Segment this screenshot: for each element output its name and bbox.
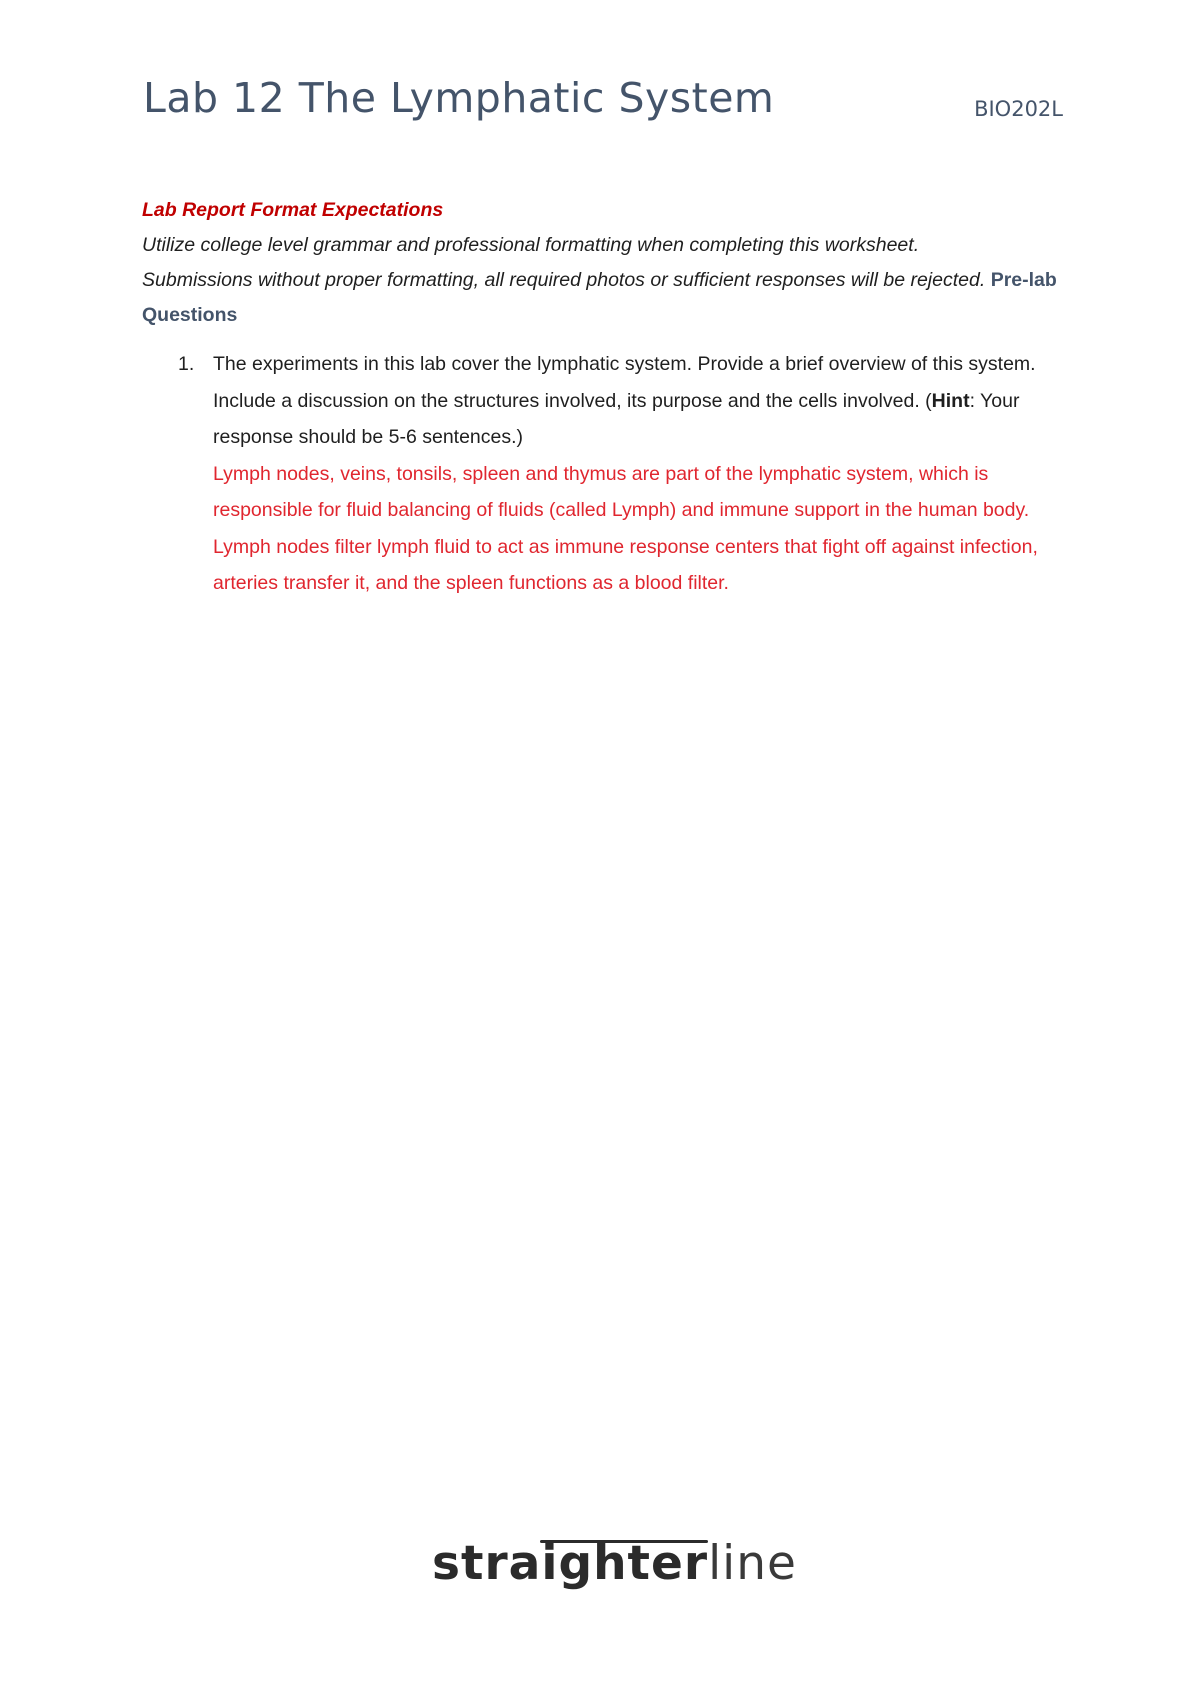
logo-wordmark [432,1536,797,1591]
question-text [213,346,1062,456]
logo-part-straighter: straighter [432,1536,709,1591]
expectation-line-2-text: Submissions without proper formatting, all required photos or sufficient responses will be rejected. [142,269,986,291]
hint-label: Hint [931,389,970,412]
question-text-after-hint: : Your response should be 5-6 sentences.) [213,389,1020,448]
page-title: Lab 12 The Lymphatic System [143,74,775,122]
course-code: BIO202L [974,97,1063,121]
question-number: 1. [178,353,195,375]
question-item [142,346,1062,602]
format-expectations [142,193,1062,333]
prelab-heading: Pre-lab Questions [142,269,1057,326]
expectation-line-2 [142,263,1062,333]
answer-text: Lymph nodes, veins, tonsils, spleen and thymus are part of the lymphatic system, which is responsible for fluid balancing of fluids (called Lymph) and immune support in the human body. Lymph nodes filter lymph fluid to act as immune response centers that fight off against infection, arteries transfer it, and the spleen functions as a blood filter. [213,462,1038,594]
question-text-before-hint: The experiments in this lab cover the lymphatic system. Provide a brief overview of this system. Include a discussion on the structures involved, its purpose and the cells involved. ( [213,353,1036,412]
expectation-line-1: Utilize college level grammar and professional formatting when completing this worksheet. [142,234,920,256]
format-heading: Lab Report Format Expectations [142,199,444,221]
question-list [142,346,1062,602]
logo-part-line: line [708,1536,797,1591]
straighterline-logo [432,1536,797,1596]
